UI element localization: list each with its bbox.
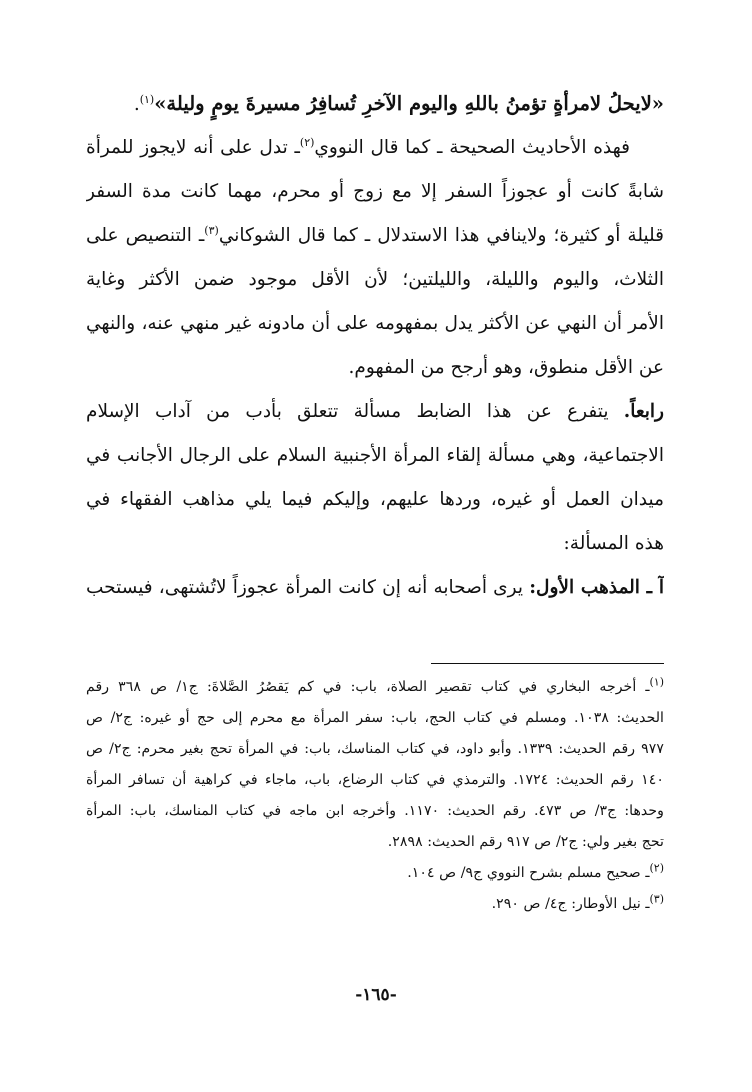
footnote-ref-1: (١): [139, 92, 155, 106]
footnote-1-line-4: ١٤٠ رقم الحديث: ١٧٢٤. والترمذي في كتاب الرضاع، باب، ماجاء في كراهية أن تسافر المرأة: [86, 772, 664, 788]
footnote-2-mark: (٢): [649, 861, 664, 875]
footnote-1-line-1: $^{(١)}$ـ أخرجه البخاري في كتاب تقصير الصلاة، باب: في كم يَقصُرُ الصَّلاةَ: ج١/ ص ٣٦٨ رقم: [86, 675, 664, 695]
footnote-1-line-2: الحديث: ١٠٣٨. ومسلم في كتاب الحج، باب: سفر المرأة مع محرم إلى حج أو غيره: ج٢/ ص: [86, 710, 664, 726]
main-text: [86, 82, 664, 610]
body-line-10: ميدان العمل أو غيره، وردها عليهم، وإليكم فيما يلي مذاهب الفقهاء في: [86, 489, 664, 510]
footnote-2: $^{(٢)}$ـ صحيح مسلم بشرح النووي ج٩/ ص ١٠٤.: [407, 861, 664, 881]
footnote-1-line-6: تحج بغير ولي: ج٢/ ص ٩١٧ رقم الحديث: ٢٨٩٨.: [387, 834, 664, 850]
body-line-4: قليلة أو كثيرة؛ ولاينافي هذا الاستدلال ـ كما قال الشوكاني$^{(٣)}$ـ التنصيص على: [86, 223, 664, 246]
footnote-1-mark: (١): [649, 675, 664, 689]
footnote-separator: [431, 663, 664, 664]
footnote-3: $^{(٣)}$ـ نيل الأوطار: ج٤/ ص ٢٩٠.: [491, 892, 664, 912]
body-line-5: الثلاث، واليوم والليلة، والليلتين؛ لأن الأقل موجود ضمن الأكثر وغاية: [86, 269, 664, 290]
body-line-6: الأمر أن النهي عن الأكثر يدل بمفهومه على أن مادونه غير منهي عنه، والنهي: [86, 313, 664, 334]
body-line-11: هذه المسألة:: [563, 533, 664, 554]
page-number: -١٦٥-: [355, 985, 397, 1005]
footnote-1-line-3: ٩٧٧ رقم الحديث: ١٣٣٩. وأبو داود، في كتاب المناسك، باب: في المرأة تحج بغير محرم: ج٢/ ص: [86, 741, 664, 757]
first-school-heading: آ ـ المذهب الأول:: [529, 577, 664, 598]
body-line-2: فهذه الأحاديث الصحيحة ـ كما قال النووي$^{(٢)}$ـ تدل على أنه لايجوز للمرأة: [86, 135, 631, 158]
footnote-ref-3: (٣): [204, 223, 219, 237]
footnotes: [86, 672, 664, 920]
hadith-quote-line: «لايحلُ لامرأةٍ تؤمنُ باللهِ واليوم الآخرِ تُسافِرُ مسيرةَ يومٍ وليلة»$^{(١)}$.: [133, 92, 664, 115]
footnote-1-line-5: وحدها: ج٣/ ص ٤٧٣. رقم الحديث: ١١٧٠. وأخرجه ابن ماجه في كتاب المناسك، باب: المرأة: [86, 803, 664, 819]
first-school-line: آ ـ المذهب الأول: يرى أصحابه أنه إن كانت المرأة عجوزاً لاتُشتهى، فيستحب: [86, 577, 664, 598]
section-heading-rabian: رابعاً.: [623, 401, 664, 422]
section-fourth-line: رابعاً. يتفرع عن هذا الضابط مسألة تتعلق بأدب من آداب الإسلام: [86, 401, 664, 422]
footnote-3-mark: (٣): [649, 892, 664, 906]
footnote-ref-2: (٢): [299, 135, 315, 149]
body-line-9: الاجتماعية، وهي مسألة إلقاء المرأة الأجنبية السلام على الرجال الأجانب في: [86, 445, 664, 466]
body-line-3: شابةً كانت أو عجوزاً السفر إلا مع زوج أو محرم، مهما كانت مدة السفر: [86, 181, 664, 202]
body-line-7: عن الأقل منطوق، وهو أرجح من المفهوم.: [348, 357, 664, 378]
